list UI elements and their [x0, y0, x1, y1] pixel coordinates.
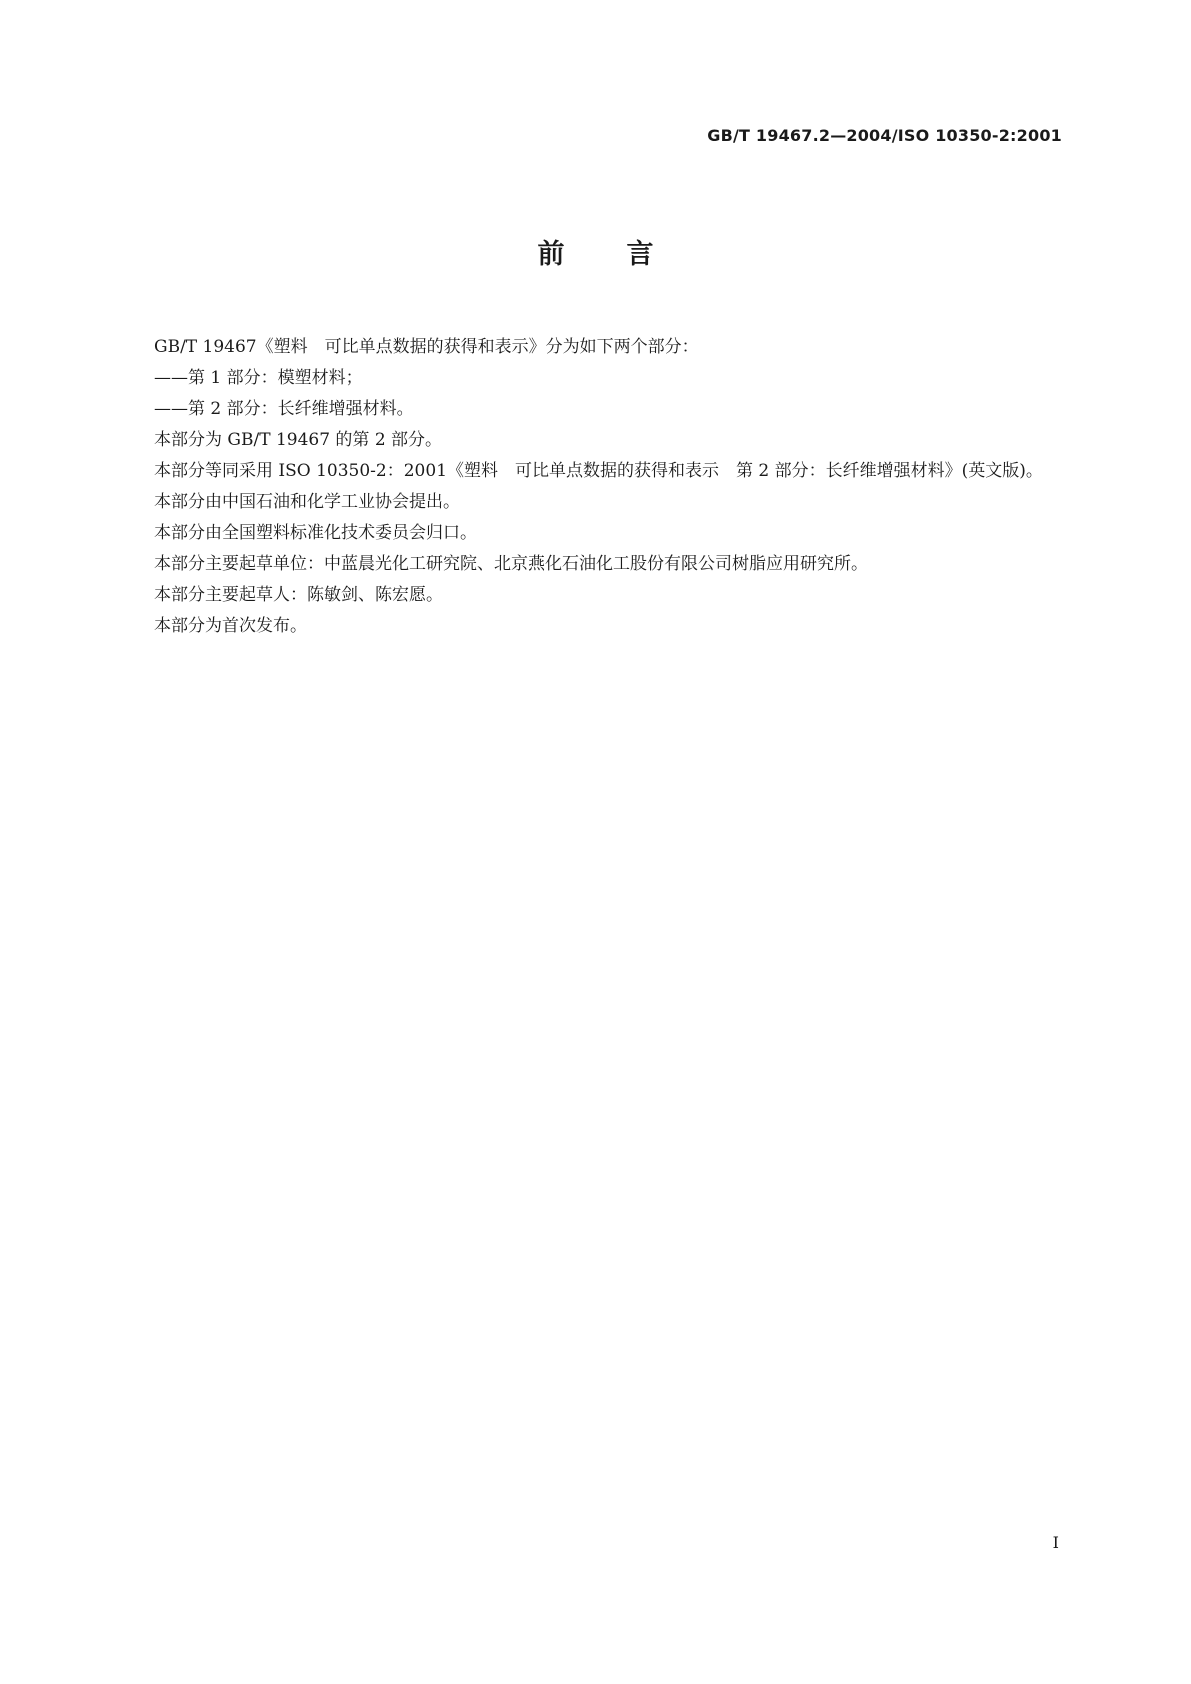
page-number: I — [1052, 1533, 1059, 1552]
paragraph-drafting-units: 本部分主要起草单位：中蓝晨光化工研究院、北京燕化石油化工股份有限公司树脂应用研究所。 — [154, 554, 868, 574]
paragraph-proposed-by: 本部分由中国石油和化学工业协会提出。 — [154, 492, 460, 512]
paragraph-adoption: 本部分等同采用 ISO 10350-2：2001《塑料 可比单点数据的获得和表示 第 2 部分：长纤维增强材料》(英文版)。 — [154, 461, 1043, 481]
paragraph-drafters: 本部分主要起草人：陈敏剑、陈宏愿。 — [154, 585, 443, 605]
standard-number: GB/T 19467.2—2004/ISO 10350-2:2001 — [707, 126, 1062, 145]
paragraph-this-part: 本部分为 GB/T 19467 的第 2 部分。 — [154, 430, 443, 450]
paragraph-part-1: ——第 1 部分：模塑材料； — [154, 368, 363, 388]
foreword-body — [120, 332, 1052, 642]
page-title: 前言 — [537, 239, 716, 270]
paragraph-centralized-by: 本部分由全国塑料标准化技术委员会归口。 — [154, 523, 477, 543]
paragraph-first-release: 本部分为首次发布。 — [154, 616, 307, 636]
paragraph-series-intro: GB/T 19467《塑料 可比单点数据的获得和表示》分为如下两个部分： — [154, 337, 699, 357]
paragraph-part-2: ——第 2 部分：长纤维增强材料。 — [154, 399, 414, 419]
